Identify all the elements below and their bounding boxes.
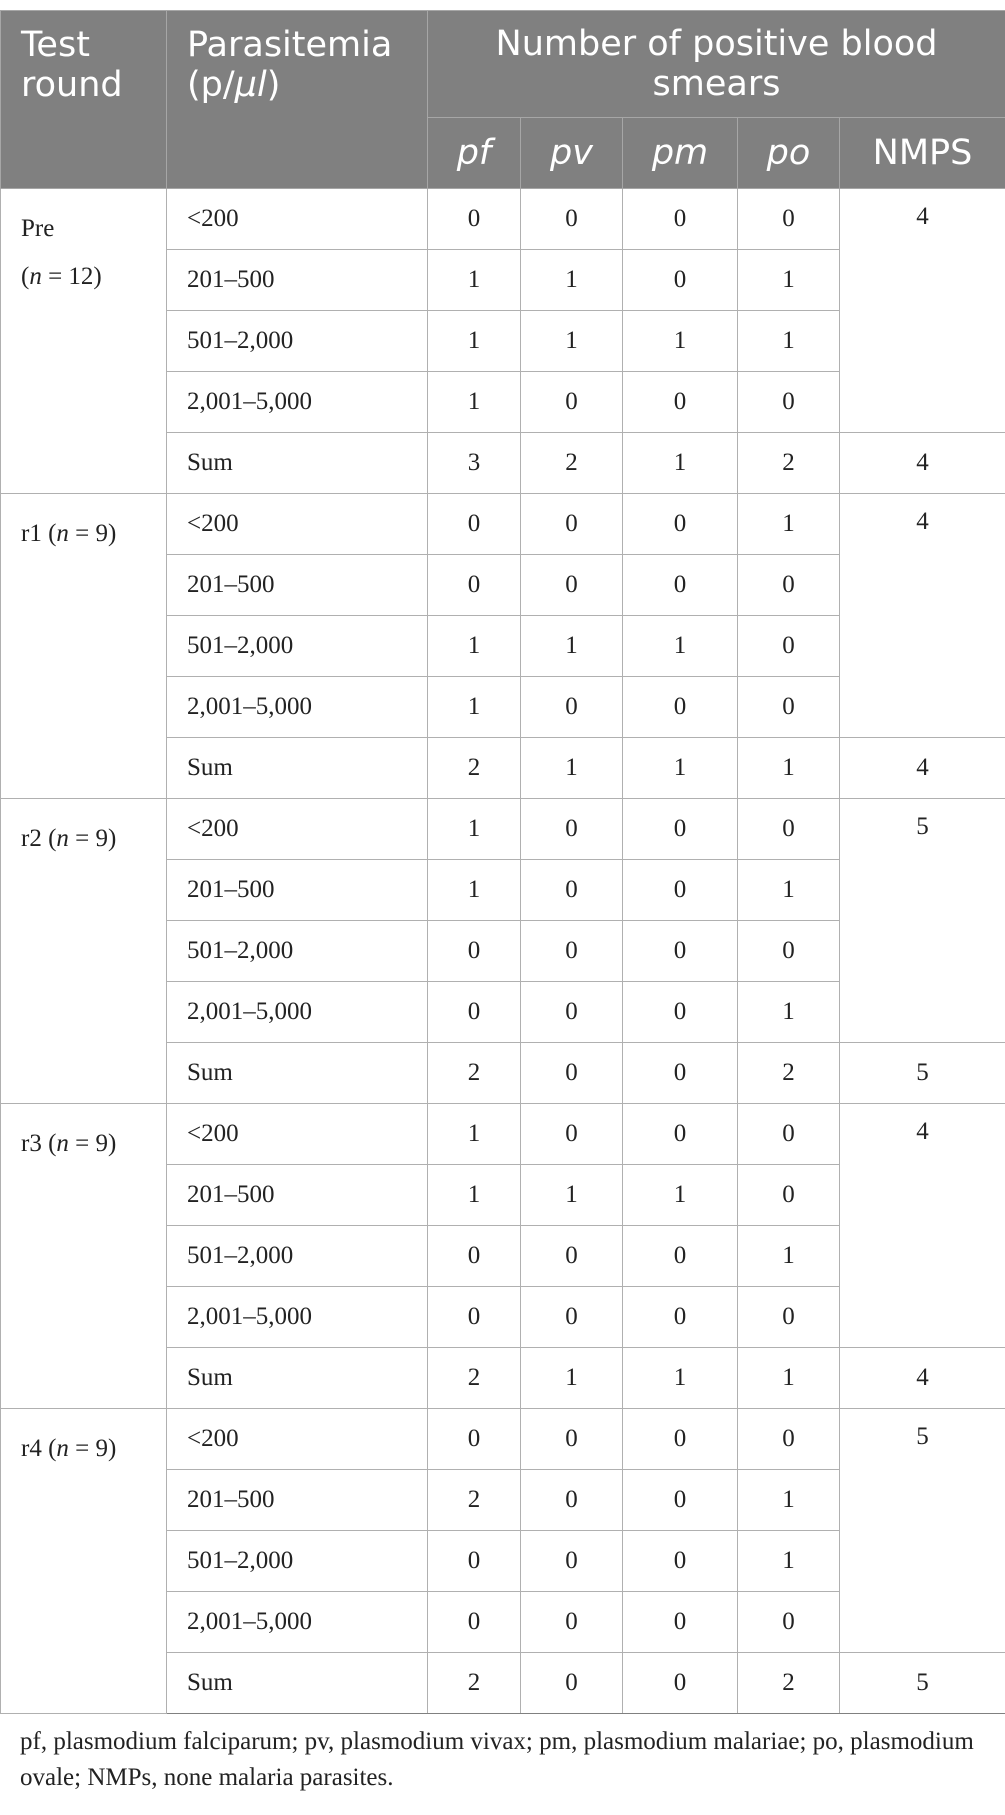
round-n-symbol: n [29,263,42,290]
test-round-label [1,189,167,494]
sum-po: 2 [738,1043,840,1104]
sum-label: Sum [167,1653,428,1714]
count-pv: 0 [521,860,623,921]
count-pf: 0 [428,1592,521,1653]
count-pv: 0 [521,1592,623,1653]
count-pv: 1 [521,311,623,372]
count-pf: 1 [428,311,521,372]
count-pv: 0 [521,1409,623,1470]
test-round-label [1,799,167,1104]
sum-label: Sum [167,738,428,799]
sum-pf: 3 [428,433,521,494]
count-po: 0 [738,189,840,250]
count-pm: 1 [623,616,738,677]
parasitemia-range: <200 [167,494,428,555]
count-pf: 1 [428,1165,521,1226]
sum-nmps: 4 [840,433,1005,494]
sum-pm: 0 [623,1653,738,1714]
parasitemia-range: 201–500 [167,860,428,921]
sum-pm: 1 [623,433,738,494]
sum-pf: 2 [428,1043,521,1104]
count-pm: 0 [623,1104,738,1165]
count-pm: 0 [623,799,738,860]
count-po: 1 [738,982,840,1043]
sum-pm: 0 [623,1043,738,1104]
test-round-label [1,1409,167,1714]
count-pv: 0 [521,1104,623,1165]
count-pv: 0 [521,799,623,860]
round-name: r2 ( [21,825,57,852]
sum-pf: 2 [428,738,521,799]
sum-po: 2 [738,1653,840,1714]
parasitemia-range: 501–2,000 [167,921,428,982]
count-pf: 1 [428,616,521,677]
count-pf: 0 [428,1531,521,1592]
parasitemia-range: 2,001–5,000 [167,982,428,1043]
table-row [1,1104,1005,1165]
count-pf: 0 [428,921,521,982]
header-parasitemia-l: l [256,65,267,105]
table-header [1,11,1005,189]
sum-label: Sum [167,433,428,494]
count-po: 1 [738,860,840,921]
count-pm: 0 [623,189,738,250]
round-name: r1 ( [21,520,57,547]
count-pv: 0 [521,921,623,982]
count-po: 1 [738,311,840,372]
parasitemia-range: 501–2,000 [167,616,428,677]
test-round-label [1,1104,167,1409]
count-pv: 0 [521,1226,623,1287]
round-name: r3 ( [21,1130,57,1157]
header-parasitemia-prefix: Parasitemia (p/ [187,25,393,105]
header-nmps: NMPS [840,118,1005,189]
count-pm: 0 [623,1226,738,1287]
sum-pv: 2 [521,433,623,494]
count-nmps: 4 [840,494,1005,738]
count-pv: 0 [521,189,623,250]
count-pm: 0 [623,1531,738,1592]
parasitemia-range: 2,001–5,000 [167,1287,428,1348]
count-pf: 0 [428,982,521,1043]
test-round-label [1,494,167,799]
round-n-value: = 9) [68,825,117,852]
count-pf: 0 [428,1226,521,1287]
sum-nmps: 5 [840,1043,1005,1104]
count-po: 0 [738,677,840,738]
header-parasitemia-suffix: ) [266,65,281,105]
count-po: 0 [738,372,840,433]
sum-nmps: 4 [840,1348,1005,1409]
count-pv: 0 [521,494,623,555]
parasitemia-range: 201–500 [167,1470,428,1531]
sum-pv: 0 [521,1653,623,1714]
header-positive-smears: Number of positive blood smears [428,11,1005,118]
header-parasitemia-mu: μ [234,65,257,105]
count-nmps: 4 [840,189,1005,433]
table-row [1,799,1005,860]
parasitemia-range: <200 [167,799,428,860]
count-po: 0 [738,555,840,616]
count-po: 0 [738,1287,840,1348]
count-pf: 0 [428,555,521,616]
table-body [1,189,1005,1714]
sum-nmps: 4 [840,738,1005,799]
table-footnote: pf, plasmodium falciparum; pv, plasmodium vivax; pm, plasmodium malariae; po, plasmodium ovale; NMPs, none malaria parasites. [20,1728,974,1791]
count-pf: 0 [428,494,521,555]
count-po: 1 [738,1531,840,1592]
count-po: 1 [738,1226,840,1287]
header-test-round: Test round [1,11,167,189]
count-po: 0 [738,799,840,860]
count-pm: 0 [623,860,738,921]
sum-label: Sum [167,1348,428,1409]
sum-pf: 2 [428,1348,521,1409]
count-po: 0 [738,921,840,982]
count-po: 0 [738,1104,840,1165]
sum-pv: 1 [521,738,623,799]
count-po: 1 [738,494,840,555]
table-row [1,1409,1005,1470]
parasitemia-range: 501–2,000 [167,1531,428,1592]
header-po: po [738,118,840,189]
sum-label: Sum [167,1043,428,1104]
table-row [1,189,1005,250]
header-pm: pm [623,118,738,189]
count-pv: 1 [521,616,623,677]
sum-pv: 0 [521,1043,623,1104]
count-pf: 0 [428,1409,521,1470]
count-pf: 1 [428,860,521,921]
count-pv: 1 [521,1165,623,1226]
count-pm: 1 [623,311,738,372]
round-n-symbol: n [56,520,69,547]
round-n-value: = 9) [68,520,117,547]
count-pf: 1 [428,677,521,738]
sum-po: 1 [738,738,840,799]
parasitemia-range: 201–500 [167,555,428,616]
parasitemia-range: 501–2,000 [167,1226,428,1287]
sum-pm: 1 [623,1348,738,1409]
parasitemia-range: 201–500 [167,250,428,311]
count-pf: 0 [428,189,521,250]
results-table [0,10,1005,1714]
count-pf: 1 [428,799,521,860]
count-pm: 0 [623,250,738,311]
sum-po: 1 [738,1348,840,1409]
count-pv: 0 [521,1287,623,1348]
round-name: r4 ( [21,1435,57,1462]
sum-po: 2 [738,433,840,494]
round-n-symbol: n [56,825,69,852]
count-pm: 0 [623,1409,738,1470]
count-pv: 0 [521,677,623,738]
count-po: 0 [738,1592,840,1653]
parasitemia-range: <200 [167,189,428,250]
count-pv: 0 [521,372,623,433]
count-pm: 0 [623,1592,738,1653]
count-pv: 0 [521,555,623,616]
count-pm: 0 [623,982,738,1043]
parasitemia-range: 2,001–5,000 [167,372,428,433]
round-n-symbol: n [56,1130,69,1157]
sum-nmps: 5 [840,1653,1005,1714]
header-parasitemia [167,11,428,189]
count-pm: 0 [623,1287,738,1348]
count-pv: 0 [521,982,623,1043]
count-nmps: 4 [840,1104,1005,1348]
round-n-value: = 9) [68,1435,117,1462]
parasitemia-range: 2,001–5,000 [167,1592,428,1653]
header-pf: pf [428,118,521,189]
sum-pv: 1 [521,1348,623,1409]
parasitemia-range: 201–500 [167,1165,428,1226]
count-pv: 1 [521,250,623,311]
header-pv: pv [521,118,623,189]
count-pm: 0 [623,921,738,982]
round-n-open: ( [21,263,30,290]
count-po: 1 [738,250,840,311]
count-pm: 0 [623,555,738,616]
count-po: 1 [738,1470,840,1531]
count-pm: 1 [623,1165,738,1226]
parasitemia-range: 501–2,000 [167,311,428,372]
table-row [1,494,1005,555]
count-pv: 0 [521,1531,623,1592]
count-pf: 1 [428,372,521,433]
count-nmps: 5 [840,1409,1005,1653]
table-container [0,10,1005,1714]
count-po: 0 [738,1165,840,1226]
count-po: 0 [738,616,840,677]
count-pf: 2 [428,1470,521,1531]
round-name: Pre [21,215,55,242]
round-n-symbol: n [56,1435,69,1462]
count-pv: 0 [521,1470,623,1531]
count-pm: 0 [623,1470,738,1531]
parasitemia-range: 2,001–5,000 [167,677,428,738]
sum-pf: 2 [428,1653,521,1714]
count-pf: 0 [428,1287,521,1348]
round-n-value: = 9) [68,1130,117,1157]
count-pm: 0 [623,372,738,433]
parasitemia-range: <200 [167,1104,428,1165]
round-n-value: = 12) [41,263,102,290]
count-pf: 1 [428,250,521,311]
parasitemia-range: <200 [167,1409,428,1470]
count-po: 0 [738,1409,840,1470]
count-pm: 0 [623,677,738,738]
count-pm: 0 [623,494,738,555]
count-pf: 1 [428,1104,521,1165]
count-nmps: 5 [840,799,1005,1043]
sum-pm: 1 [623,738,738,799]
